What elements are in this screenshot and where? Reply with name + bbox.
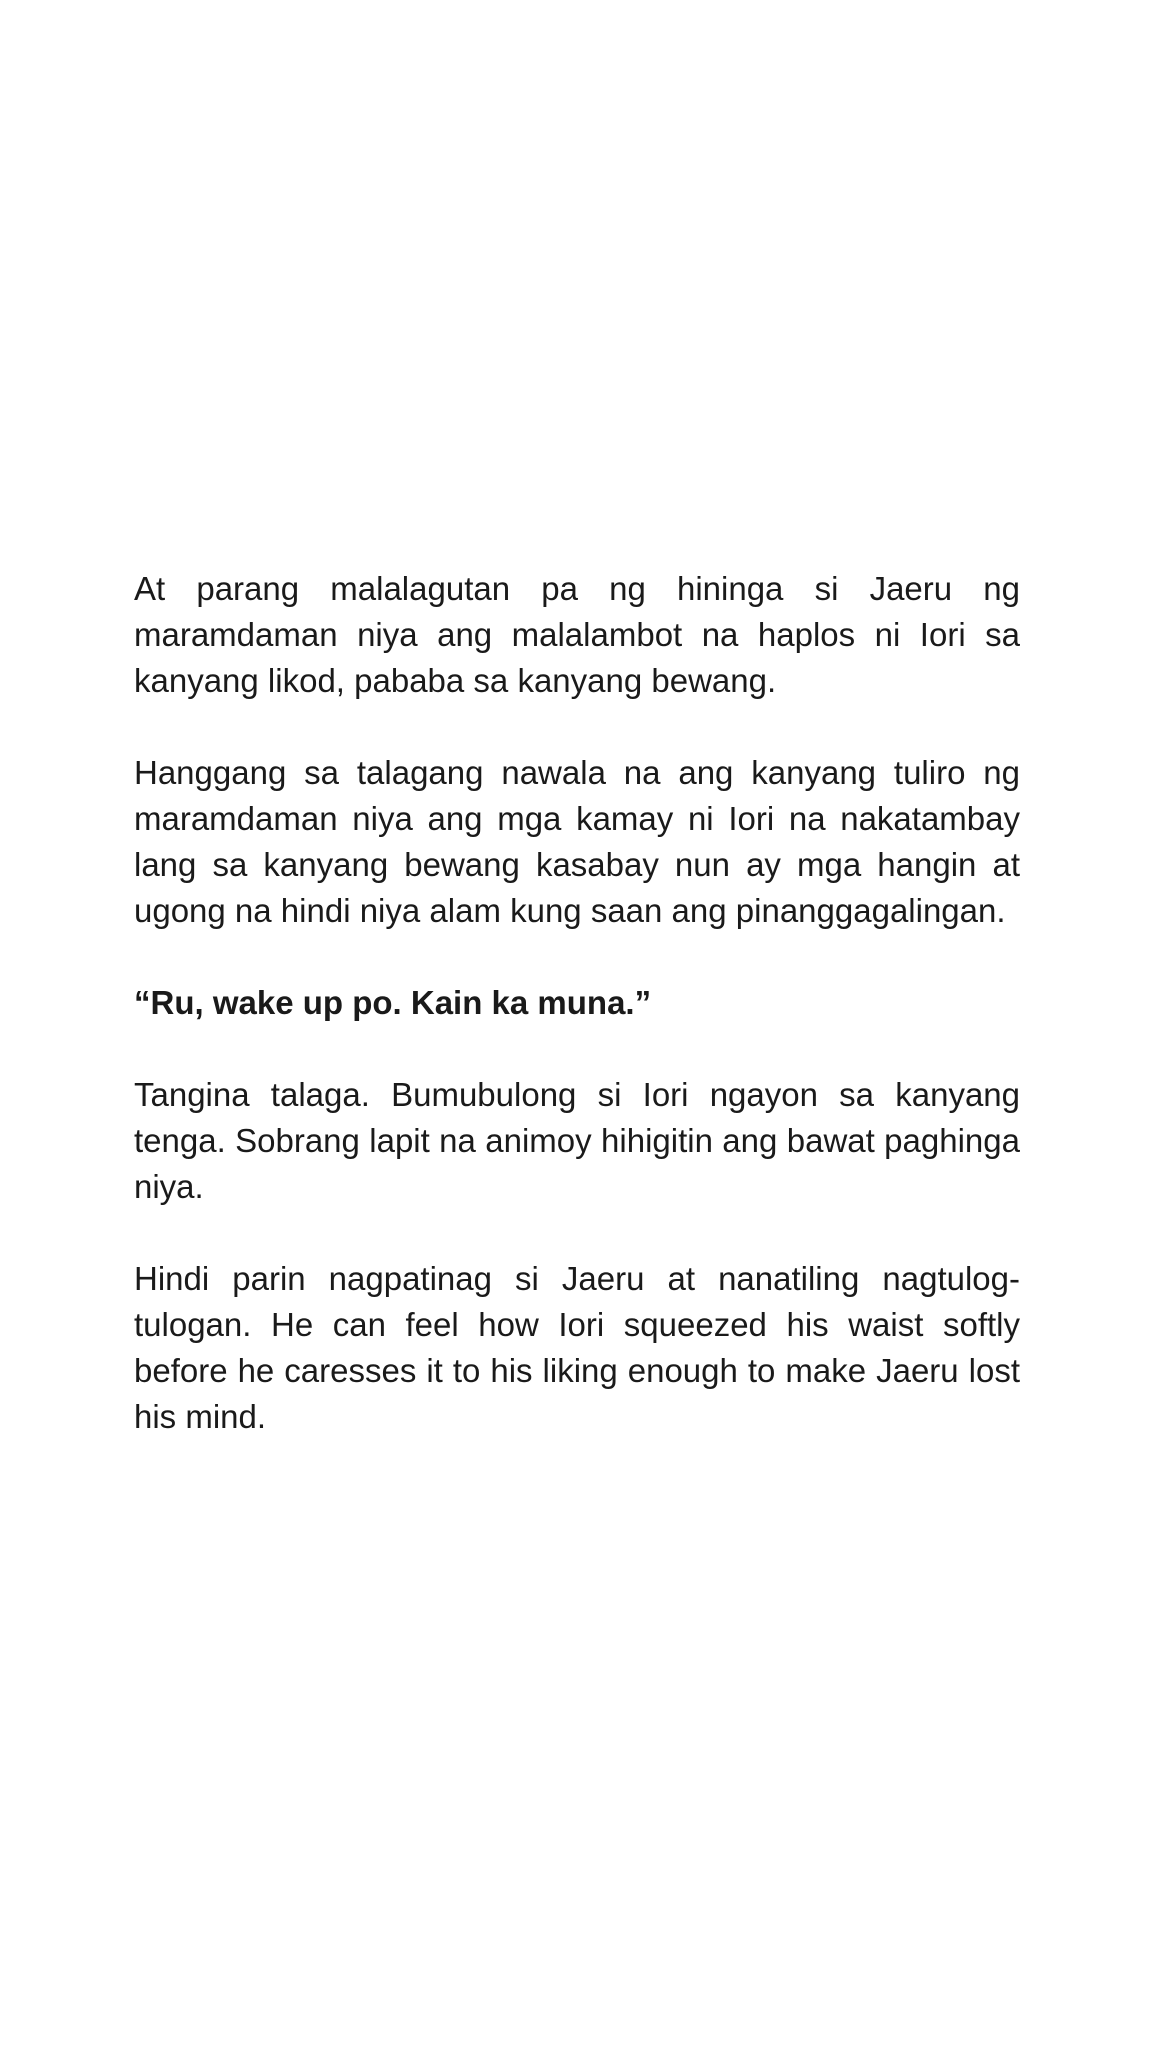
- story-paragraph-5: Hindi parin nagpatinag si Jaeru at nanatiling nagtulog-tulogan. He can feel how Iori squeezed his waist softly before he caresses it to his liking enough to make Jaeru lost his mind.: [134, 1260, 1020, 1435]
- story-paragraph-2: Hanggang sa talagang nawala na ang kanyang tuliro ng maramdaman niya ang mga kamay ni Iori na nakatambay lang sa kanyang bewang kasabay nun ay mga hangin at ugong na hindi niya alam kung saan ang pinanggagalingan.: [134, 754, 1020, 929]
- story-paragraph-4: Tangina talaga. Bumubulong si Iori ngayon sa kanyang tenga. Sobrang lapit na animoy hihigitin ang bawat paghinga niya.: [134, 1076, 1020, 1205]
- dialogue-line: “Ru, wake up po. Kain ka muna.”: [134, 984, 652, 1021]
- story-paragraph-1: At parang malalagutan pa ng hininga si Jaeru ng maramdaman niya ang malalambot na haplos ni Iori sa kanyang likod, pababa sa kanyang bewang.: [134, 570, 1020, 699]
- story-text: [134, 566, 1020, 1440]
